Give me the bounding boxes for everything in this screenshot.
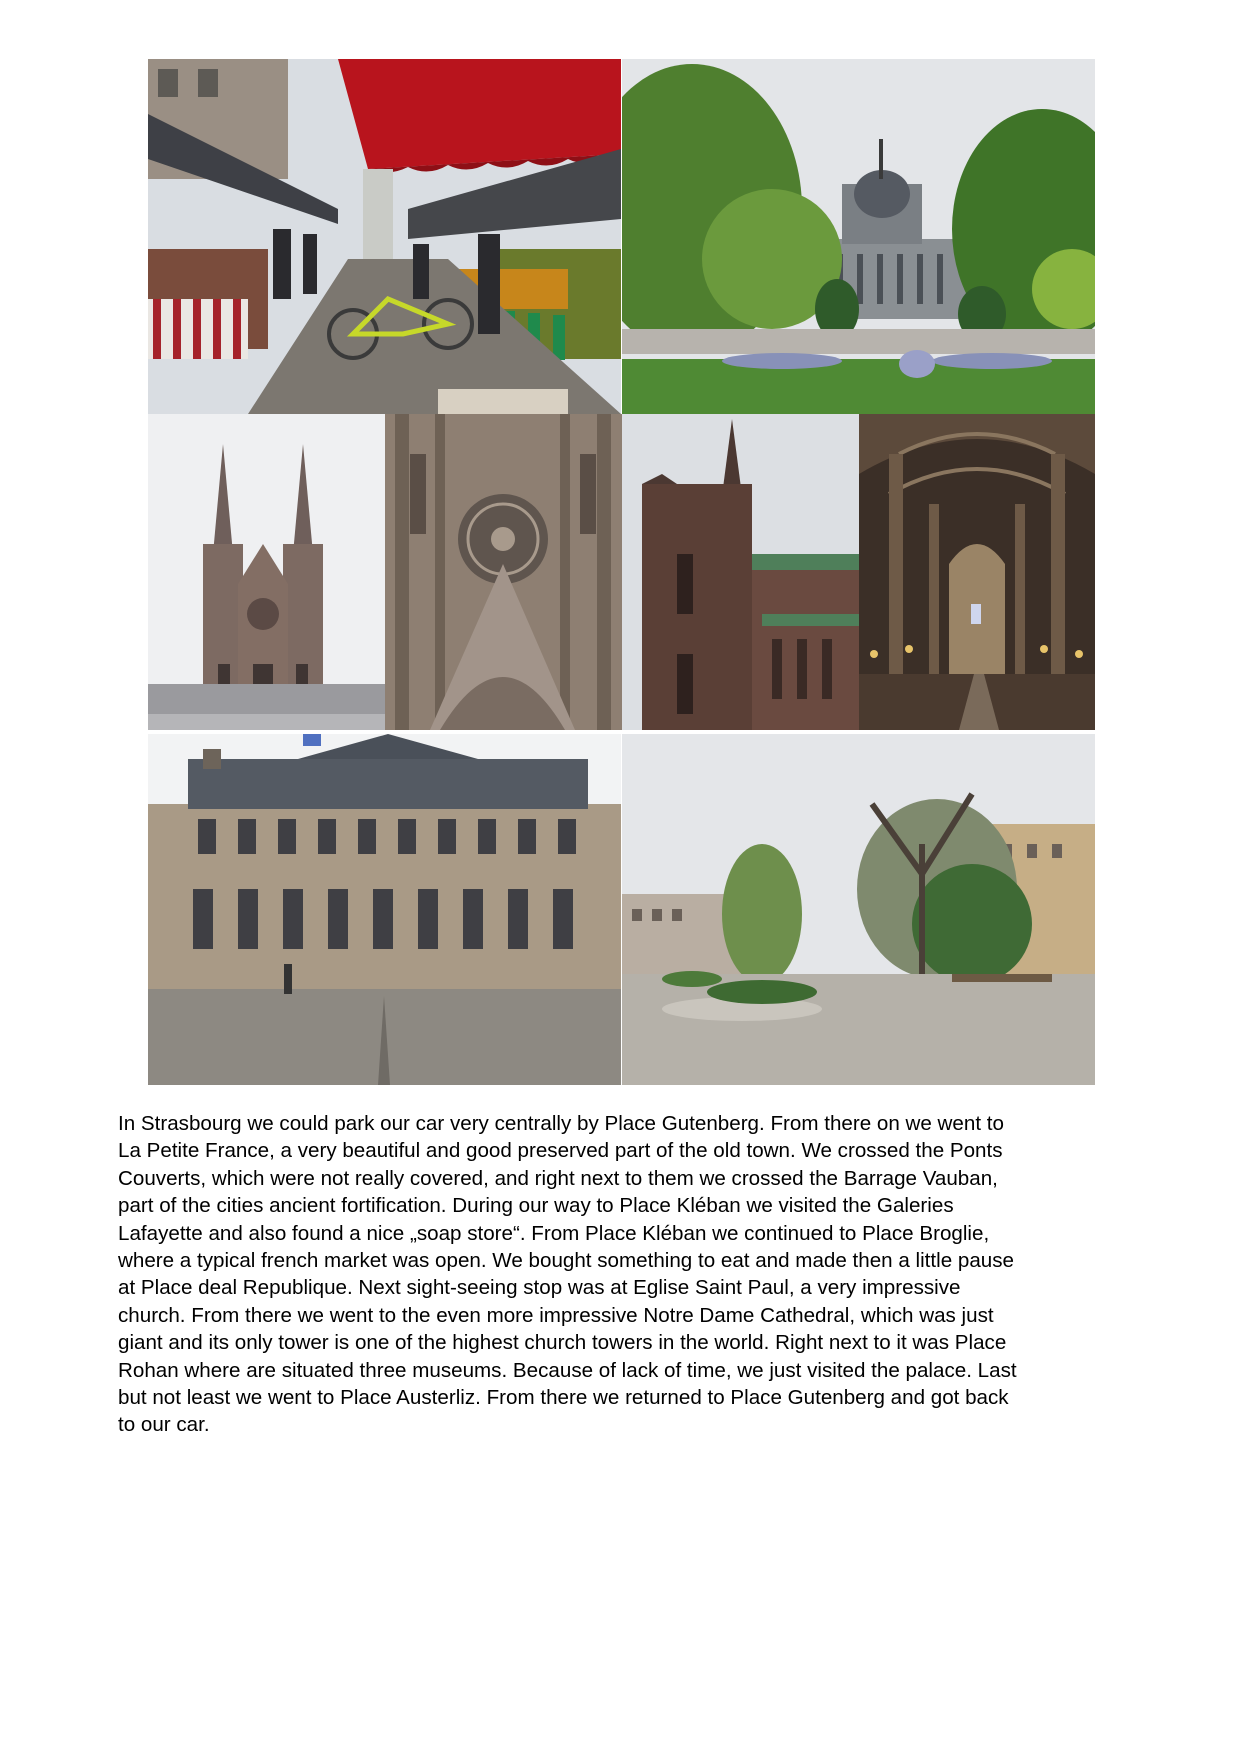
text-line: at Place deal Republique. Next sight-seeing stop was at Eglise Saint Paul, a very impressive <box>118 1276 961 1300</box>
text-line: church. From there we went to the even more impressive Notre Dame Cathedral, which was just <box>118 1303 994 1327</box>
palais-rohan-photo <box>148 734 621 1085</box>
text-line: Rohan where are situated three museums. Because of lack of time, we just visited the palace. Last <box>118 1358 1017 1382</box>
text-line: Lafayette and also found a nice „soap store“. From Place Kléban we continued to Place Broglie, <box>118 1221 990 1245</box>
travel-report-text <box>118 1110 1128 1439</box>
text-line: where a typical french market was open. We bought something to eat and made then a little pause <box>118 1249 1014 1273</box>
market-photo <box>148 59 621 414</box>
text-line: part of the cities ancient fortification. During our way to Place Kléban we visited the Galeries <box>118 1194 954 1218</box>
text-line: La Petite France, a very beautiful and good preserved part of the old town. We crossed the Ponts <box>118 1139 1003 1163</box>
text-line: but not least we went to Place Austerliz. From there we returned to Place Gutenberg and got back <box>118 1386 1009 1410</box>
saint-paul-church-photo <box>148 414 385 730</box>
palace-park-photo <box>622 59 1095 414</box>
place-austerliz-photo <box>622 734 1095 1085</box>
text-line: Couverts, which were not really covered, and right next to them we crossed the Barrage Vauban, <box>118 1166 998 1190</box>
cathedral-facade-photo <box>385 414 622 730</box>
cathedral-interior-photo <box>859 414 1095 730</box>
text-line: giant and its only tower is one of the highest church towers in the world. Right next to it was Place <box>118 1331 1007 1355</box>
cathedral-tower-photo <box>622 414 859 730</box>
text-line: In Strasbourg we could park our car very centrally by Place Gutenberg. From there on we went to <box>118 1112 1004 1135</box>
text-line: to our car. <box>118 1413 210 1437</box>
